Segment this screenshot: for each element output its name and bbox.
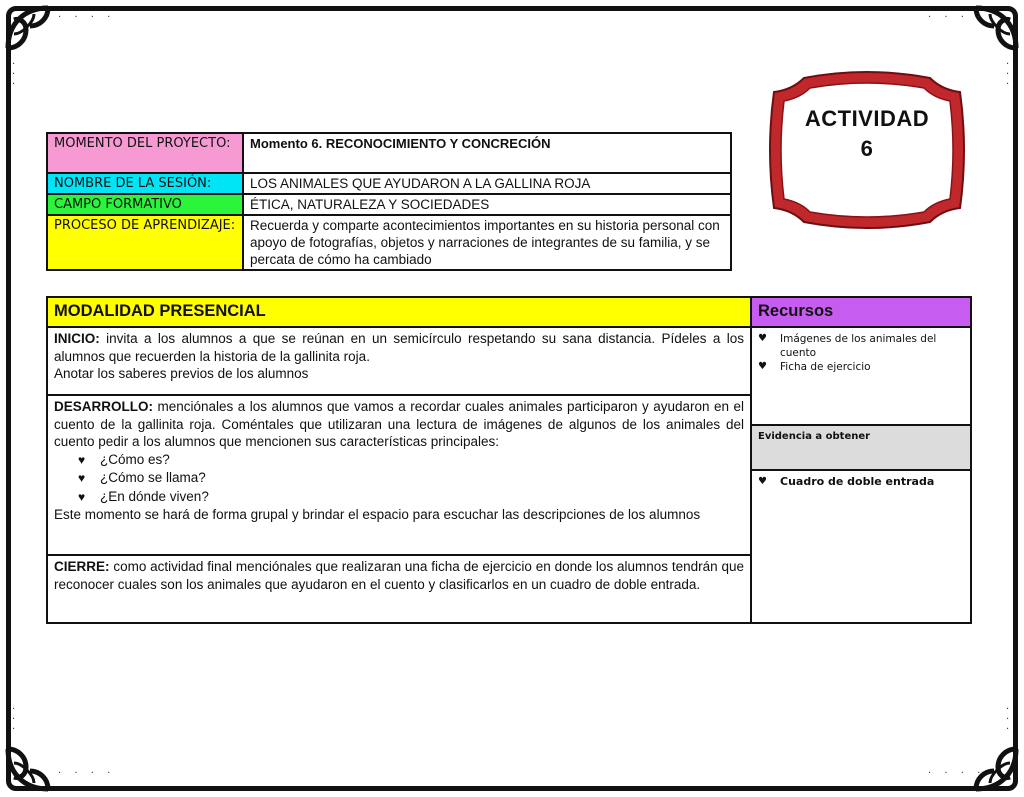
recursos-header: Recursos	[751, 297, 971, 327]
desarrollo-text-2: Este momento se hará de forma grupal y brindar el espacio para escuchar las descripciones de los alumnos	[54, 507, 701, 522]
cierre-text: como actividad final menciónales que realizaran una ficha de ejercicio en donde los alumnos tendrán que reconocer cuales son los animales que ayudaron en el cuento y clasificarlos en un cuadro de doble entrada.	[54, 559, 744, 592]
modalidad-header: MODALIDAD PRESENCIAL	[47, 297, 751, 327]
decorative-dots: · · · ·	[58, 768, 116, 779]
decorative-dots: · · ·	[12, 59, 16, 90]
activity-badge	[764, 104, 970, 164]
resource-item: ♥ Ficha de ejercicio	[758, 360, 964, 374]
decorative-dots: · · ·	[1006, 704, 1010, 735]
inicio-cell	[47, 327, 751, 395]
decorative-dots: · · ·	[1006, 59, 1010, 90]
resources-list	[758, 332, 964, 374]
question-item: ♥ ¿Cómo se llama?	[78, 469, 744, 488]
evidence-block	[752, 471, 970, 493]
cierre-label: CIERRE:	[54, 559, 110, 574]
decorative-dots: · · ·	[12, 704, 16, 735]
cierre-cell	[47, 555, 751, 623]
decorative-dots: · · · ·	[928, 12, 986, 23]
corner-ornament-icon	[4, 733, 64, 793]
resources-block	[752, 328, 970, 424]
evidence-header	[752, 424, 970, 471]
sesion-value: LOS ANIMALES QUE AYUDARON A LA GALLINA ROJA	[243, 173, 731, 194]
corner-ornament-icon	[960, 733, 1020, 793]
inicio-label: INICIO:	[54, 331, 100, 346]
sesion-label: NOMBRE DE LA SESIÓN:	[47, 173, 243, 194]
inicio-text: invita a los alumnos a que se reúnan en un semicírculo respetando su sana distancia. Pídeles a los alumnos que recuerden la historia de la gallinita roja.	[54, 331, 744, 364]
question-item: ♥ ¿Cómo es?	[78, 451, 744, 470]
desarrollo-label: DESARROLLO:	[54, 399, 153, 414]
activity-badge-title: ACTIVIDAD	[804, 106, 930, 131]
desarrollo-text: menciónales a los alumnos que vamos a recordar cuales animales participaron y ayudaron en el cuento de la gallinita roja. Coméntales que utilizaran una lectura de imágenes de algunos de los animales del cuento pedir a los alumnos que mencionen sus características principales:	[54, 399, 744, 449]
campo-value: ÉTICA, NATURALEZA Y SOCIEDADES	[243, 194, 731, 215]
evidence-item: ♥ Cuadro de doble entrada	[758, 475, 964, 489]
decorative-dots: · · · ·	[58, 12, 116, 23]
proceso-value: Recuerda y comparte acontecimientos importantes en su historia personal con apoyo de fotografías, objetos y narraciones de integrantes de su familia, y se percata de cómo ha cambiado	[243, 215, 731, 270]
corner-ornament-icon	[4, 4, 64, 64]
session-info-table	[46, 132, 732, 271]
momento-value: Momento 6. RECONOCIMIENTO Y CONCRECIÓN	[243, 133, 731, 173]
decorative-dots: · · · ·	[928, 768, 986, 779]
proceso-label: PROCESO DE APRENDIZAJE:	[47, 215, 243, 270]
modality-table	[46, 296, 972, 624]
momento-label: MOMENTO DEL PROYECTO:	[47, 133, 243, 173]
evidence-label: Evidencia a obtener	[758, 431, 871, 442]
evidence-list	[758, 475, 964, 489]
resources-column	[751, 327, 971, 623]
questions-list	[54, 451, 744, 507]
campo-label: CAMPO FORMATIVO	[47, 194, 243, 215]
inicio-text-2: Anotar los saberes previos de los alumnos	[54, 366, 309, 381]
resource-item: ♥ Imágenes de los animales del cuento	[758, 332, 964, 360]
activity-badge-number: 6	[860, 136, 874, 161]
question-item: ♥ ¿En dónde viven?	[78, 488, 744, 507]
desarrollo-cell	[47, 395, 751, 555]
